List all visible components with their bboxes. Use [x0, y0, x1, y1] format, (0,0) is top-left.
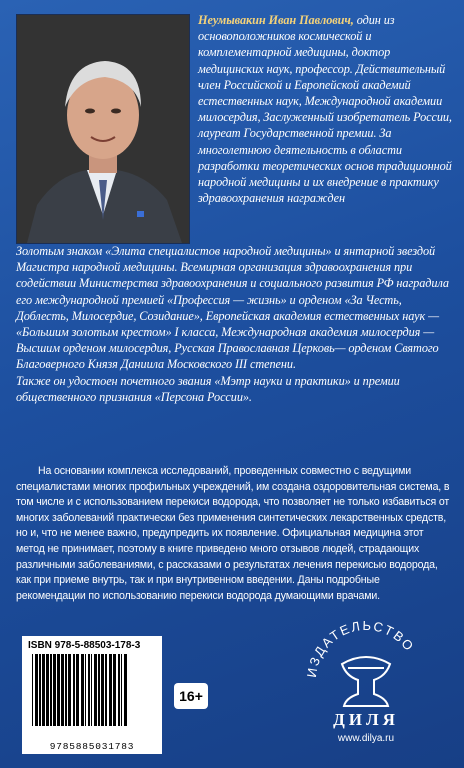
barcode-bar	[81, 654, 84, 726]
author-bio-awards: Золотым знаком «Элита специалистов народной медицины» и янтарной звездой Магистра народной медицины. Всемирная организация здравоохранения при содействии Министерства здравоохранения и социального развития РФ наградила его международной премией «Профессия — жизнь» и орденом «За Честь, Доблесть, Милосердие, Созидание», Европейская академия естественных наук — «Большим золотым крестом» I класса, Международная академия милосердия — Высшим орденом милосердия, Русская Православная Церковь— орденом Святого Благоверного Князя Даниила Московского III степени.	[16, 244, 449, 372]
author-bio-titles: Также он удостоен почетного звания «Мэтр науки и практики» и премии общественного признания «Персона России».	[16, 373, 400, 404]
barcode-bar	[91, 654, 92, 726]
publisher-name: ДИЛЯ	[333, 710, 399, 729]
barcode-bar	[105, 654, 107, 726]
barcode-bar	[39, 654, 41, 726]
barcode-bar	[85, 654, 86, 726]
barcode-number: 9785885031783	[49, 741, 135, 752]
barcode-bar	[57, 654, 60, 726]
barcode-bar	[101, 654, 104, 726]
barcode-bar	[109, 654, 112, 726]
barcode-bar	[113, 654, 116, 726]
author-portrait-image	[17, 15, 189, 243]
barcode-bar	[124, 654, 127, 726]
barcode-bar	[61, 654, 64, 726]
author-name: Неумывакин Иван Павлович,	[198, 13, 354, 27]
barcode-bar	[42, 654, 45, 726]
barcode-bar	[53, 654, 56, 726]
author-bio-side-text: один из основоположников космической и комплементарной медицины, доктор медицинских наук, профессор. Действительный член Российской и Европейской академий естественных наук, Международной академии милосердия, Заслуженный изобретатель России, лауреат Государственной премии. За многолетнюю деятельность в области разработки теоретических основ традиционной народной медицины и их внедрение в практику здравоохранения награжден	[198, 13, 452, 206]
isbn-label: ISBN 978-5-88503-178-3	[28, 640, 141, 651]
barcode-bar	[73, 654, 75, 726]
book-description-text: На основании комплекса исследований, проведенных совместно с ведущими специалистами многих профильных учреждений, им создана оздоровительная система, в том числе и с использованием перекиси водорода, что позволяет не только избавиться от многих заболеваний практически без применения синтетических лекарственных средств, но и, что не менее важно, предупредить их появление. Официальная медицина этот метод не принимает, поэтому в книге приведено много отзывов людей, страдающих различными заболеваниями, с рассказами о результатах лечения перекисью водорода, как при приеме внутрь, так и при внутривенном введении. Даны подробные рекомендации по использованию перекиси водорода думающими врачами.	[16, 465, 450, 602]
publisher-website: www.dilya.ru	[337, 733, 395, 744]
author-bio-side	[198, 12, 452, 206]
barcode-bar	[50, 654, 52, 726]
barcode-bar	[76, 654, 79, 726]
barcode-bar	[94, 654, 97, 726]
barcode-bar	[88, 654, 90, 726]
barcode-bar	[65, 654, 67, 726]
author-bio-full	[16, 243, 452, 405]
age-rating-badge: 16+	[174, 683, 208, 709]
barcode-bar	[98, 654, 100, 726]
author-photo	[16, 14, 190, 244]
barcode-bar	[32, 654, 33, 726]
barcode-bar	[118, 654, 120, 726]
isbn-block	[22, 636, 162, 754]
barcode-bar	[121, 654, 122, 726]
publisher-logo-vase-icon	[342, 657, 390, 706]
barcode	[28, 654, 156, 738]
barcode-bar	[46, 654, 49, 726]
barcode-bar	[68, 654, 71, 726]
barcode-bar	[35, 654, 38, 726]
publisher-arc-text: ИЗДАТЕЛЬСТВО	[303, 617, 418, 679]
